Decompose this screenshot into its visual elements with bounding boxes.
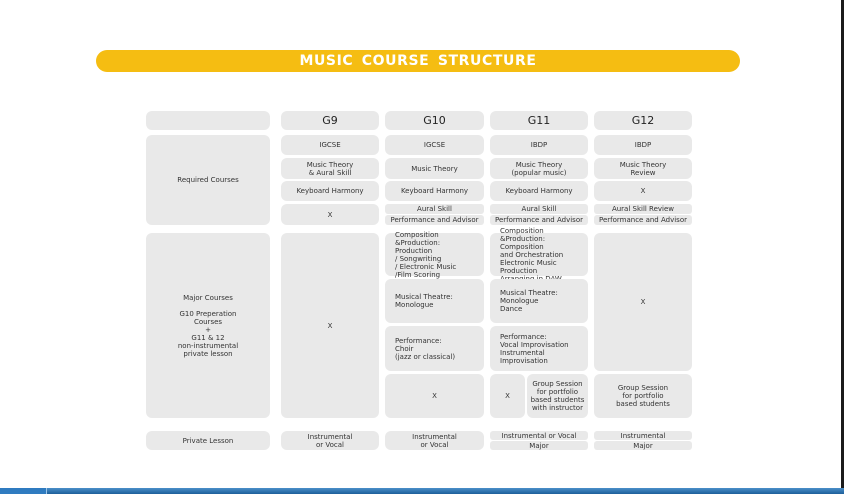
cell-g9-keyboard: Keyboard Harmony — [281, 181, 379, 201]
grade-header-g12: G12 — [594, 111, 692, 130]
cell-g11-private-instrumental: Instrumental or Vocal — [490, 431, 588, 440]
cell-g10-keyboard: Keyboard Harmony — [385, 181, 484, 201]
cell-g12-performance-advisor: Performance and Advisor — [594, 215, 692, 225]
cell-g10-composition: Composition &Production: Production / Songwriting / Electronic Music /Film Scoring — [385, 233, 484, 276]
cell-g9-major-x: X — [281, 233, 379, 418]
cell-g10-private: Instrumental or Vocal — [385, 431, 484, 450]
cell-g11-musical-theatre: Musical Theatre: Monologue Dance — [490, 279, 588, 323]
cell-g11-performance-advisor: Performance and Advisor — [490, 215, 588, 225]
cell-g11-group-x: X — [490, 374, 525, 418]
row-label-required: Required Courses — [146, 135, 270, 225]
grade-header-g11: G11 — [490, 111, 588, 130]
cell-g9-private: Instrumental or Vocal — [281, 431, 379, 450]
cell-g11-private-major: Major — [490, 441, 588, 450]
cell-g12-aural: Aural Skill Review — [594, 204, 692, 214]
cell-g10-musical-theatre: Musical Theatre: Monologue — [385, 279, 484, 323]
cell-g9-igcse: IGCSE — [281, 135, 379, 155]
cell-g11-theory: Music Theory (popular music) — [490, 158, 588, 179]
cell-g10-performance-advisor: Performance and Advisor — [385, 215, 484, 225]
cell-g10-aural: Aural Skill — [385, 204, 484, 214]
start-button[interactable] — [0, 488, 47, 494]
page-title-banner — [96, 50, 740, 72]
cell-g11-group-session: Group Session for portfolio based students with instructor — [527, 374, 588, 418]
row-label-major: Major Courses G10 Preperation Courses + G11 & 12 non-instrumental private lesson — [146, 233, 270, 418]
cell-g10-igcse: IGCSE — [385, 135, 484, 155]
cell-g12-private-major: Major — [594, 441, 692, 450]
cell-g11-ibdp: IBDP — [490, 135, 588, 155]
cell-g12-ibdp: IBDP — [594, 135, 692, 155]
row-label-private: Private Lesson — [146, 431, 270, 450]
taskbar — [0, 488, 844, 494]
cell-g10-group-x: X — [385, 374, 484, 418]
cell-g9-theory: Music Theory & Aural Skill — [281, 158, 379, 179]
cell-g12-private-instrumental: Instrumental — [594, 431, 692, 440]
cell-g12-group-session: Group Session for portfolio based students — [594, 374, 692, 418]
cell-g11-aural: Aural Skill — [490, 204, 588, 214]
header-corner — [146, 111, 270, 130]
grade-header-g10: G10 — [385, 111, 484, 130]
cell-g10-theory: Music Theory — [385, 158, 484, 179]
cell-g12-keyboard: X — [594, 181, 692, 201]
cell-g10-performance: Performance: Choir (jazz or classical) — [385, 326, 484, 371]
cell-g11-performance: Performance: Vocal Improvisation Instrumental Improvisation — [490, 326, 588, 371]
page-title: MUSIC COURSE STRUCTURE — [299, 53, 537, 69]
grade-header-g9: G9 — [281, 111, 379, 130]
cell-g11-composition: Composition &Production: Composition and Orchestration Electronic Music Production — [490, 233, 588, 276]
cell-g9-x: X — [281, 204, 379, 225]
cell-g12-major-x: X — [594, 233, 692, 371]
cell-g11-keyboard: Keyboard Harmony — [490, 181, 588, 201]
cell-g12-theory: Music Theory Review — [594, 158, 692, 179]
